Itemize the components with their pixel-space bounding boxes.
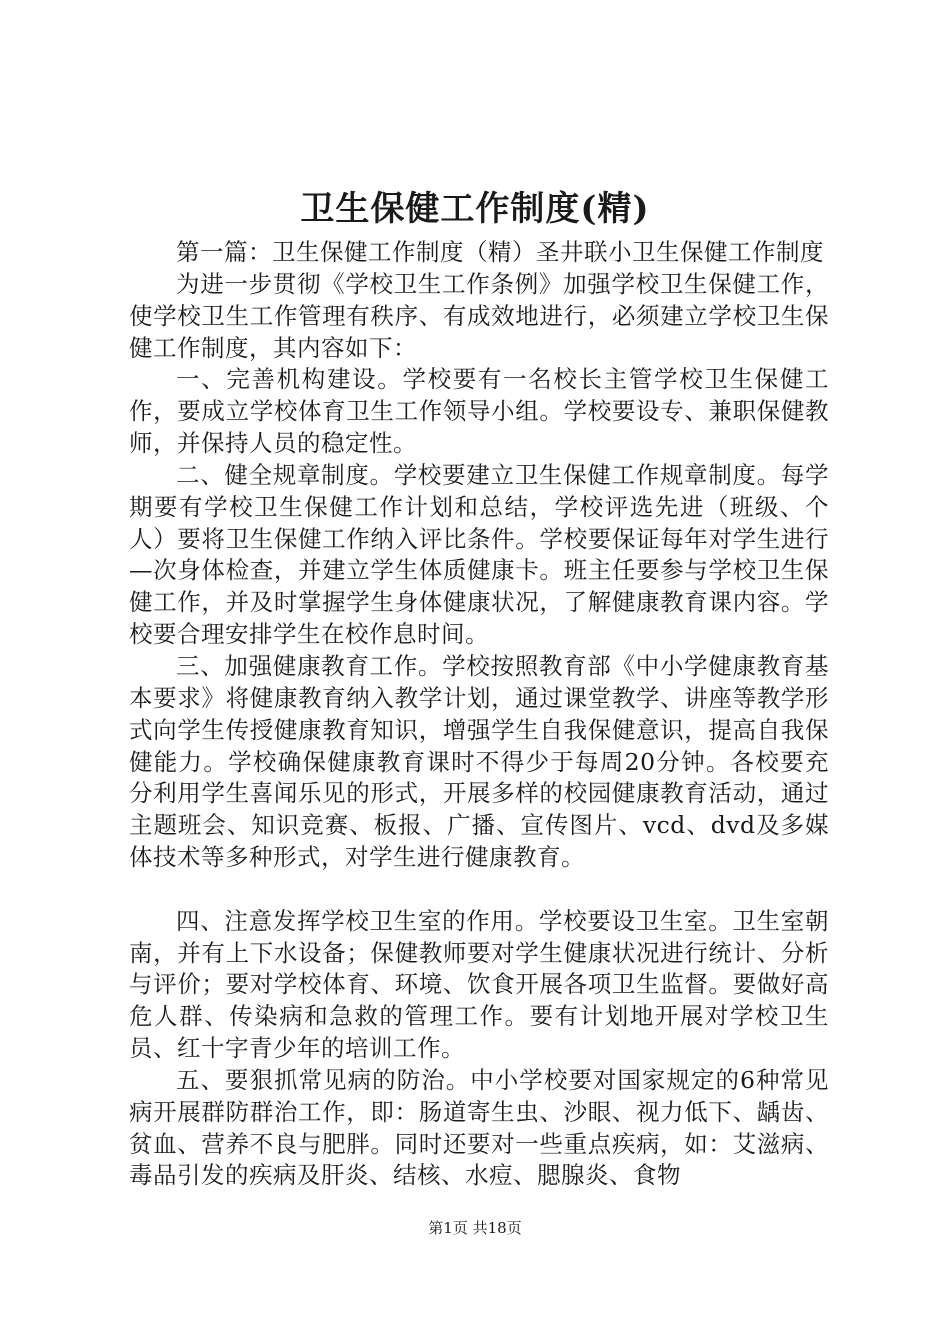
- document-body: [129, 237, 829, 1192]
- paragraph-preamble: 为进一步贯彻《学校卫生工作条例》加强学校卫生保健工作，使学校卫生工作管理有秩序、有成效地进行，必须建立学校卫生保健工作制度，其内容如下：: [129, 269, 829, 362]
- page-footer: 第1页 共18页: [428, 1219, 522, 1237]
- paragraph-section-4: 四、注意发挥学校卫生室的作用。学校要设卫生室。卫生室朝南，并有上下水设备；保健教师要对学生健康状况进行统计、分析与评价；要对学校体育、环境、饮食开展各项卫生监督。要做好高危人群、传染病和急救的管理工作。要有计划地开展对学校卫生员、红十字青少年的培训工作。: [129, 906, 829, 1063]
- paragraph-section-2: 二、健全规章制度。学校要建立卫生保健工作规章制度。每学期要有学校卫生保健工作计划和总结，学校评选先进（班级、个人）要将卫生保健工作纳入评比条件。学校要保证每年对学生进行—次身体检查，并建立学生体质健康卡。班主任要参与学校卫生保健工作，并及时掌握学生身体健康状况，了解健康教育课内容。学校要合理安排学生在校作息时间。: [129, 460, 829, 649]
- paragraph-intro: 第一篇：卫生保健工作制度（精）圣井联小卫生保健工作制度: [176, 238, 824, 266]
- paragraph-section-1: 一、完善机构建设。学校要有一名校长主管学校卫生保健工作，要成立学校体育卫生工作领导小组。学校要设专、兼职保健教师，并保持人员的稳定性。: [129, 365, 829, 458]
- paragraph-section-5: 五、要狠抓常见病的防治。中小学校要对国家规定的6种常见病开展群防群治工作，即：肠道寄生虫、沙眼、视力低下、龋齿、贫血、营养不良与肥胖。同时还要对一些重点疾病，如：艾滋病、毒品引发的疾病及肝炎、结核、水痘、腮腺炎、食物: [129, 1065, 829, 1190]
- paragraph-section-3: 三、加强健康教育工作。学校按照教育部《中小学健康教育基本要求》将健康教育纳入教学计划，通过课堂教学、讲座等教学形式向学生传授健康教育知识，增强学生自我保健意识，提高自我保健能力。学校确保健康教育课时不得少于每周20分钟。各校要充分利用学生喜闻乐见的形式，开展多样的校园健康教育活动，通过主题班会、知识竞赛、板报、广播、宣传图片、vcd、dvd及多媒体技术等多种形式，对学生进行健康教育。: [129, 651, 829, 872]
- document-title: 卫生保健工作制度(精): [300, 189, 650, 229]
